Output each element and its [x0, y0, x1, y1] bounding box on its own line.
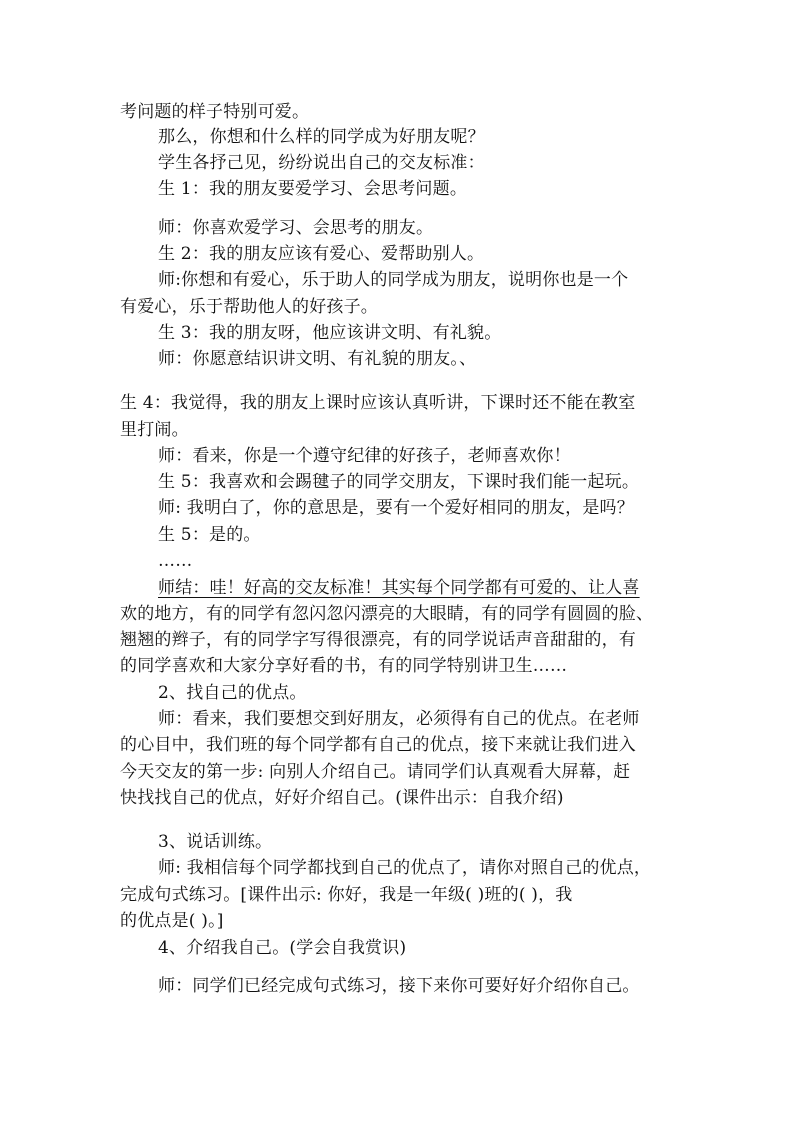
paragraph-line: 师：看来，我们要想交到好朋友，必须得有自己的优点。在老师: [158, 709, 640, 729]
paragraph-line: 的优点是( )。]: [120, 911, 224, 931]
section-heading: 2、找自己的优点。: [158, 683, 307, 703]
paragraph-line: 那么，你想和什么样的同学成为好朋友呢？: [158, 127, 485, 147]
paragraph-line: 生 5：是的。: [158, 525, 261, 545]
paragraph-line: 考问题的样子特别可爱。: [120, 102, 310, 122]
paragraph-line: 翘翘的辫子，有的同学字写得很漂亮，有的同学说话声音甜甜的，有: [120, 630, 636, 650]
paragraph-line: 欢的地方，有的同学有忽闪忽闪漂亮的大眼睛，有的同学有圆圆的脸、: [120, 604, 654, 624]
paragraph-line: 师:你想和有爱心，乐于助人的同学成为朋友，说明你也是一个: [158, 270, 629, 290]
paragraph-line: 生 3：我的朋友呀，他应该讲文明、有礼貌。: [158, 323, 502, 343]
paragraph-line: 师：同学们已经完成句式练习，接下来你可要好好介绍你自己。: [158, 976, 640, 996]
paragraph-line: 有爱心，乐于帮助他人的好孩子。: [120, 297, 378, 317]
paragraph-line: 生 1：我的朋友要爱学习、会思考问题。: [158, 179, 468, 199]
ellipsis-line: ……: [158, 551, 193, 571]
paragraph-line: 生 4：我觉得，我的朋友上课时应该认真听讲，下课时还不能在教室: [120, 393, 636, 413]
paragraph-line: 的同学喜欢和大家分享好看的书，有的同学特别讲卫生……: [120, 656, 568, 676]
paragraph-line: 师: 我相信每个同学都找到自己的优点了，请你对照自己的优点，: [158, 858, 652, 878]
section-heading: 4、介绍我自己。(学会自我赏识): [158, 938, 407, 958]
paragraph-line: 里打闹。: [120, 420, 189, 440]
paragraph-line: 生 2：我的朋友应该有爱心、爱帮助别人。: [158, 244, 485, 264]
paragraph-line: 师：看来，你是一个遵守纪律的好孩子，老师喜欢你！: [158, 446, 571, 466]
paragraph-line: 师: 我明白了，你的意思是，要有一个爱好相同的朋友，是吗？: [158, 498, 634, 518]
section-heading: 3、说话训练。: [158, 832, 273, 852]
paragraph-line: 师：你喜欢爱学习、会思考的朋友。: [158, 218, 434, 238]
paragraph-line: 完成句式练习。[课件出示: 你好，我是一年级( )班的( )，我: [120, 885, 573, 905]
summary-line-underlined: 师结：哇！好高的交友标准！其实每个同学都有可爱的、让人喜: [158, 578, 640, 598]
paragraph-line: 生 5：我喜欢和会踢毽子的同学交朋友，下课时我们能一起玩。: [158, 472, 640, 492]
paragraph-line: 快找找自己的优点，好好介绍自己。(课件出示：自我介绍): [120, 788, 564, 808]
paragraph-line: 今天交友的第一步: 向别人介绍自己。请同学们认真观看大屏幕，赶: [120, 762, 631, 782]
paragraph-line: 的心目中，我们班的每个同学都有自己的优点，接下来就让我们进入: [120, 735, 636, 755]
paragraph-line: 学生各抒己见，纷纷说出自己的交友标准：: [158, 153, 485, 173]
paragraph-line: 师：你愿意结识讲文明、有礼貌的朋友。、: [158, 349, 477, 369]
